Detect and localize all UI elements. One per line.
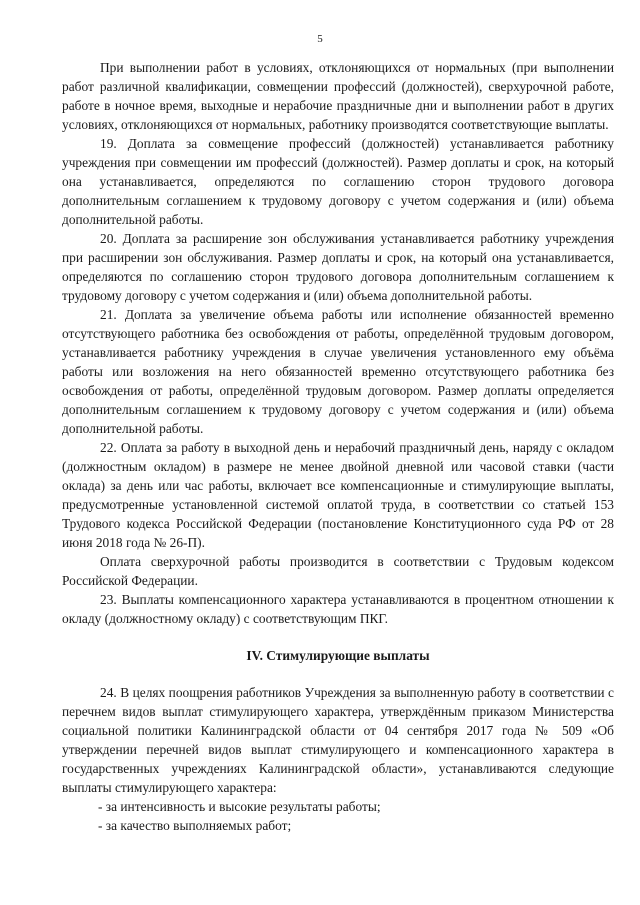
paragraph-22: 22. Оплата за работу в выходной день и нерабочий праздничный день, наряду с окладом (должностным окладом) в размере не менее двойной дневной или часовой ставки (части оклада) за день или час работы, включает все компенсационные и стимулирующие выплаты, предусмотренные установленной системой оплатой труда, в соответствии со статьей 153 Трудового кодекса Российской Федерации (постановление Конституционного суда РФ от 28 июня 2018 года № 26-П).: [62, 440, 614, 550]
paragraph-24: 24. В целях поощрения работников Учреждения за выполненную работу в соответствии с перечнем видов выплат стимулирующего характера, утверждённым приказом Министерства социальной политики Калининградской области от 04 сентября 2017 года № 509 «Об утверждении перечней видов выплат стимулирующего и компенсационного характера в государственных учреждениях Калининградской области», устанавливаются следующие выплаты стимулирующего характера:: [62, 685, 614, 795]
paragraph-21: 21. Доплата за увеличение объема работы или исполнение обязанностей временно отсутствующего работника без освобождения от работы, определённой трудовым договором, устанавливается работнику учреждения в случае увеличения установленного ему объёма работы или возложения на него обязанностей временно отсутствующего работника без освобождения от работы, определённой трудовым договором. Размер доплаты определяется дополнительным соглашением к трудовому договору с учетом содержания и (или) объема дополнительной работы.: [62, 307, 614, 436]
document-body: [62, 58, 614, 835]
spacer: [62, 628, 614, 646]
page-number: 5: [317, 33, 323, 45]
spacer: [62, 665, 614, 683]
list-item: - за качество выполняемых работ;: [98, 818, 292, 833]
paragraph-overtime: Оплата сверхурочной работы производится в соответствии с Трудовым кодексом Российской Федерации.: [62, 554, 614, 588]
list-item: - за интенсивность и высокие результаты работы;: [98, 799, 381, 814]
section-heading: IV. Стимулирующие выплаты: [246, 648, 430, 663]
paragraph-intro: При выполнении работ в условиях, отклоняющихся от нормальных (при выполнении работ различной квалификации, совмещении профессий (должностей), сверхурочной работе, работе в ночное время, выходные и нерабочие праздничные дни и выполнении работ в других условиях, отклоняющихся от нормальных, работнику производятся соответствующие выплаты.: [62, 60, 614, 132]
paragraph-19: 19. Доплата за совмещение профессий (должностей) устанавливается работнику учреждения при совмещении им профессий (должностей). Размер доплаты и срок, на который она устанавливается, определяются по соглашению сторон трудового договора дополнительным соглашением к трудовому договору с учетом содержания и (или) объема дополнительной работы.: [62, 136, 614, 227]
paragraph-23: 23. Выплаты компенсационного характера устанавливаются в процентном отношении к окладу (должностному окладу) с соответствующим ПКГ.: [62, 592, 614, 626]
paragraph-20: 20. Доплата за расширение зон обслуживания устанавливается работнику учреждения при расширении зон обслуживания. Размер доплаты и срок, на который она устанавливается, определяются по соглашению сторон трудового договора дополнительным соглашением к трудовому договору с учетом содержания и (или) объема дополнительной работы.: [62, 231, 614, 303]
